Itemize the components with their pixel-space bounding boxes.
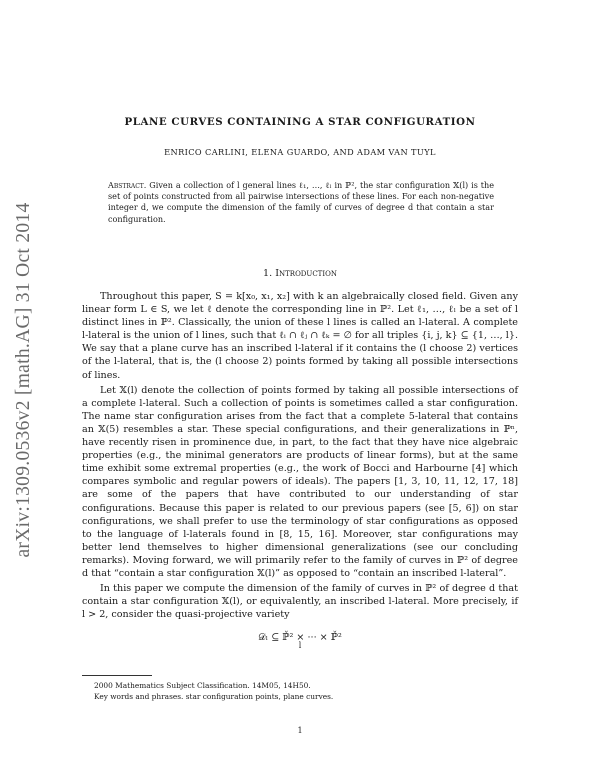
section-title: Introduction xyxy=(275,268,337,279)
paragraph: Throughout this paper, S = k[x₀, x₁, x₂] with k an algebraically closed field. Given any linear form L ∈ S, we let ℓ denote the corresponding line in ℙ². Let ℓ₁, …, ℓₗ be a set of l distinct lines in ℙ². Classically, the union of these l lines is called an l-lateral. A complete l-lateral is the union of l lines, such that ℓᵢ ∩ ℓⱼ ∩ ℓₖ = ∅ for all triples {i, j, k} ⊆ {1, …, l}. We say that a plane curve has an inscribed l-lateral if it contains the (l choose 2) vertices of the l-lateral, that is, the (l choose 2) points formed by taking all possible intersections of lines. xyxy=(82,291,518,381)
page-number: 1 xyxy=(297,726,303,735)
footnote-rule xyxy=(82,675,152,676)
paper-authors: ENRICO CARLINI, ELENA GUARDO, AND ADAM VAN TUYL xyxy=(164,147,436,157)
footnote-msc: 2000 Mathematics Subject Classification. 14M05, 14H50. xyxy=(94,681,311,690)
footnotes xyxy=(82,680,518,702)
arxiv-sidebar xyxy=(4,150,44,610)
abstract-text: Given a collection of l general lines ℓ₁, …, ℓₗ in ℙ², the star configuration 𝕏(l) is the set of points constructed from all pairwise intersections of these lines. For each non-negative integer d, we compute the dimension of the family of curves of degree d that contain a star configuration. xyxy=(108,180,495,224)
paper-title: PLANE CURVES CONTAINING A STAR CONFIGURATION xyxy=(124,116,476,128)
body-text xyxy=(82,290,518,621)
footnote-keywords: Key words and phrases. star configuration points, plane curves. xyxy=(94,692,334,701)
paragraph: In this paper we compute the dimension of the family of curves in ℙ² of degree d that contain a star configuration 𝕏(l), or equivalently, an inscribed l-lateral. More precisely, if l > 2, consider the quasi-projective variety xyxy=(82,583,518,621)
abstract-label: Abstract. xyxy=(108,180,147,190)
formula-underbrace-label: l xyxy=(298,641,302,650)
section-number: 1. xyxy=(263,268,273,279)
arxiv-identifier: arXiv:1309.0536v2 [math.AG] 31 Oct 2014 xyxy=(13,202,34,558)
section-heading xyxy=(82,268,518,279)
paragraph: Let 𝕏(l) denote the collection of points formed by taking all possible intersections of a complete l-lateral. Such a collection of points is sometimes called a star configuration. The name star configuration arises from the fact that a complete 5-lateral that contains an 𝕏(5) resembles a star. These special configurations, and their generalizations in ℙⁿ, have recently risen in prominence due, in part, to the fact that they have nice algebraic properties (e.g., the minimal generators are products of linear forms), but at the same time exhibit some extremal properties (e.g., the work of Bocci and Harbourne [4] which compares symbolic and regular powers of ideals). The papers [1, 3, 10, 11, 12, 17, 18] are some of the papers that have contributed to our understanding of star configurations. Because this paper is related to our previous papers (see [5, 6]) on star configurations, we shall prefer to use the terminology of star configurations as opposed to the language of l-laterals found in [8, 15, 16]. Moreover, star configurations may better lend themselves to higher dimensional generalizations (see our concluding remarks). Moving forward, we will primarily refer to the family of curves in ℙ² of degree d that “contain a star configuration 𝕏(l)” as opposed to “contain an inscribed l-lateral”. xyxy=(82,384,518,579)
formula-main: 𝒟ₗ ⊆ ℙ̌² × ··· × ℙ̌² xyxy=(258,632,342,643)
abstract xyxy=(108,180,494,225)
display-formula xyxy=(82,632,518,662)
